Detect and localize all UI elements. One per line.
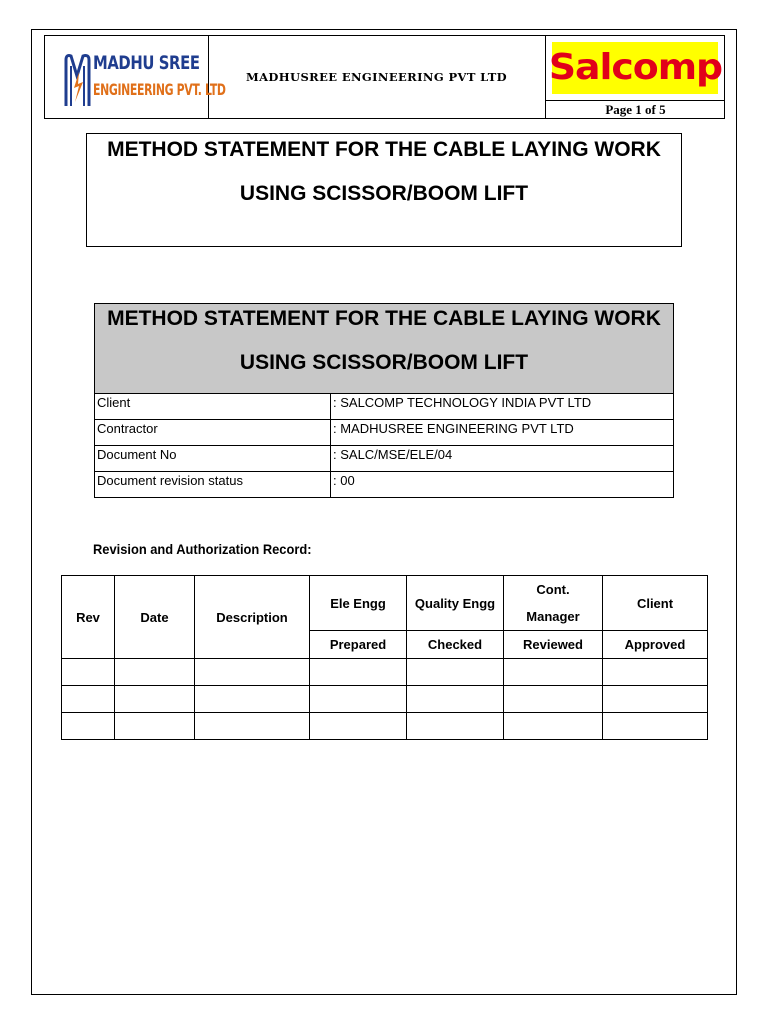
info-row-contractor xyxy=(95,420,674,446)
table-cell xyxy=(115,713,195,740)
company-name: MADHUSREE ENGINEERING PVT LTD xyxy=(245,70,508,84)
table-row xyxy=(62,713,708,740)
company-logo-cell xyxy=(45,36,226,118)
madhusree-logo xyxy=(63,50,226,108)
table-cell xyxy=(195,686,310,713)
column-header-cont-manager xyxy=(504,576,603,631)
table-cell xyxy=(603,686,708,713)
document-info-table xyxy=(94,303,674,498)
client-logo-cell xyxy=(545,36,725,118)
info-heading-row xyxy=(95,304,674,394)
role-checked: Checked xyxy=(407,631,504,659)
info-row-client xyxy=(95,394,674,420)
logo-line-2: ENGINEERING PVT. LTD xyxy=(93,80,226,99)
table-cell xyxy=(603,713,708,740)
revision-record-table xyxy=(61,575,708,740)
table-cell xyxy=(62,713,115,740)
column-header-date: Date xyxy=(115,576,195,659)
info-label: Document revision status xyxy=(95,472,331,498)
table-cell xyxy=(603,659,708,686)
info-row-revision-status xyxy=(95,472,674,498)
table-cell xyxy=(407,713,504,740)
page-number: Page 1 of 5 xyxy=(605,102,666,117)
table-cell xyxy=(504,659,603,686)
info-value: : SALCOMP TECHNOLOGY INDIA PVT LTD xyxy=(331,394,674,420)
role-prepared: Prepared xyxy=(310,631,407,659)
table-cell xyxy=(115,686,195,713)
info-heading-cell xyxy=(95,304,674,394)
company-name-cell xyxy=(208,36,545,118)
table-row xyxy=(62,659,708,686)
column-header-quality-engg: Quality Engg xyxy=(407,576,504,631)
info-label: Document No xyxy=(95,446,331,472)
table-cell xyxy=(62,686,115,713)
info-value: : SALC/MSE/ELE/04 xyxy=(331,446,674,472)
role-reviewed: Reviewed xyxy=(504,631,603,659)
table-cell xyxy=(310,686,407,713)
table-cell xyxy=(195,659,310,686)
document-header xyxy=(44,35,725,119)
revision-record-heading: Revision and Authorization Record: xyxy=(93,541,312,557)
table-row xyxy=(62,686,708,713)
document-title-box xyxy=(86,133,682,247)
cont-manager-line-1: Cont. xyxy=(536,582,570,597)
info-heading-line-1: METHOD STATEMENT FOR THE CABLE LAYING WORK xyxy=(107,307,661,330)
info-value: : 00 xyxy=(331,472,674,498)
info-row-document-no xyxy=(95,446,674,472)
column-header-client: Client xyxy=(603,576,708,631)
info-label: Contractor xyxy=(95,420,331,446)
table-cell xyxy=(504,713,603,740)
table-cell xyxy=(407,686,504,713)
info-heading-line-2: USING SCISSOR/BOOM LIFT xyxy=(239,351,529,374)
salcomp-logo xyxy=(548,42,722,94)
document-title-line-2: USING SCISSOR/BOOM LIFT xyxy=(239,182,529,205)
logo-line-1: MADHU SREE xyxy=(93,52,200,74)
table-cell xyxy=(195,713,310,740)
column-header-description: Description xyxy=(195,576,310,659)
salcomp-logo-text: Salcomp xyxy=(548,47,722,88)
column-header-rev: Rev xyxy=(62,576,115,659)
table-cell xyxy=(504,686,603,713)
page-number-cell xyxy=(546,100,725,119)
document-title-line-1: METHOD STATEMENT FOR THE CABLE LAYING WORK xyxy=(107,138,661,161)
table-cell xyxy=(115,659,195,686)
cont-manager-line-2: Manager xyxy=(526,609,580,624)
madhusree-emblem-icon xyxy=(63,50,95,108)
info-value: : MADHUSREE ENGINEERING PVT LTD xyxy=(331,420,674,446)
table-cell xyxy=(407,659,504,686)
column-header-ele-engg: Ele Engg xyxy=(310,576,407,631)
info-label: Client xyxy=(95,394,331,420)
table-cell xyxy=(310,713,407,740)
role-approved: Approved xyxy=(603,631,708,659)
revision-header-row xyxy=(62,576,708,631)
table-cell xyxy=(310,659,407,686)
table-cell xyxy=(62,659,115,686)
